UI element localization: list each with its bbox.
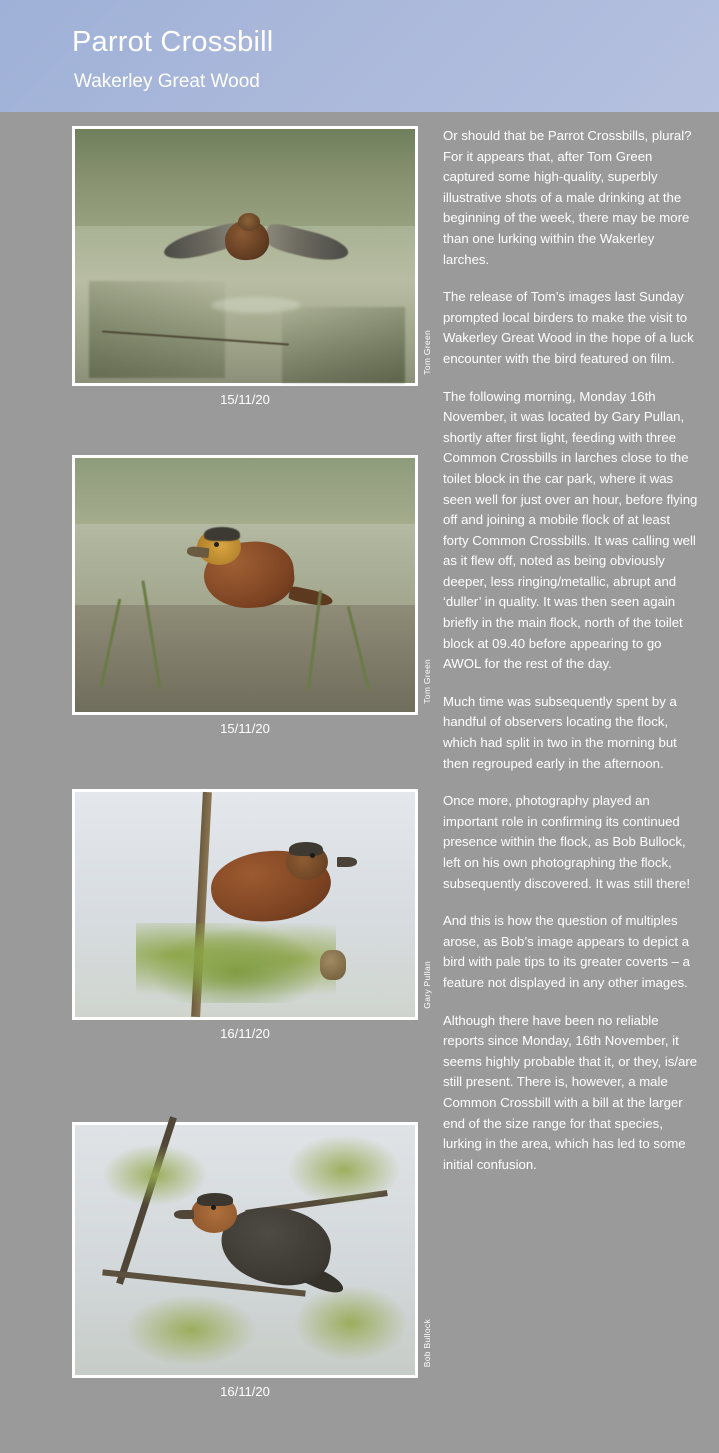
photo2-background [75,458,415,534]
photo-block-1 [72,126,432,407]
photo4-larch-needles [116,1290,266,1370]
photo2-ground [75,605,415,712]
photo2-bird-crown [204,527,240,541]
photo-block-4 [72,1122,432,1399]
photo-block-2 [72,455,432,736]
photo-credit: Gary Pullan [422,961,432,1009]
photo-caption: 15/11/20 [220,392,270,407]
photo1-grass-left [89,281,225,378]
article-paragraph: The release of Tom’s images last Sunday prompted local birders to make the visit to Wakerley Great Wood in the hope of a luck encounter with the bird featured on film. [443,289,694,366]
article-paragraph: And this is how the question of multiples arose, as Bob’s image appears to depict a bird with pale tips to its greater coverts – a feature not displayed in any other images. [443,913,691,990]
photo4-bird-crown [197,1193,233,1206]
photo-parrot-crossbill-drinking [72,126,432,386]
photo-parrot-crossbill-on-bank [72,455,432,715]
photo3-bird-crown [289,842,323,856]
article-paragraph: The following morning, Monday 16th November, it was located by Gary Pullan, shortly after first light, feeding with three Common Crossbills in larches close to the toilet block in the car park, where it was seen well for just over an hour, before flying off and joining a mobile flock of at least forty Common Crossbills. It was calling well as it flew off, noted as being obviously deeper, less ringing/metallic, abrupt and ‘duller’ in quality. It was then seen again briefly in the main flock, north of the toilet block at 09.40 before appearing to go AWOL for the rest of the day. [443,388,698,672]
header-band [0,0,719,112]
photo-caption: 16/11/20 [220,1384,270,1399]
photo3-larch-cone [320,950,346,980]
photo3-bird-eye [310,853,315,858]
page-title: Parrot Crossbill [72,26,274,58]
article-paragraph: Once more, photography played an important role in confirming its continued presence within the flock, as Bob Bullock, left on his own photographing the flock, subsequently discovered. It was still there! [443,793,691,891]
photo3-bird-bill [337,857,357,867]
photo-credit: Bob Bullock [422,1318,432,1367]
photo4-larch-needles [279,1130,409,1210]
photo1-grass-right [282,307,404,383]
photo-credit: Tom Green [422,330,432,375]
photo1-splash [211,297,301,313]
article-paragraph: Although there have been no reliable reports since Monday, 16th November, it seems highly probable that it, or they, is/are still present. There is, however, a male Common Crossbill with a bill at the larger end of the size range for that species, lurking in the area, which has led to some initial confusion. [443,1012,698,1172]
photo-caption: 15/11/20 [220,721,270,736]
article-paragraph: Much time was subsequently spent by a handful of observers locating the flock, which had split in two in the morning but then regrouped early in the afternoon. [443,693,677,771]
photo4-bird-eye [211,1205,216,1210]
article-paragraph: Or should that be Parrot Crossbills, plural? For it appears that, after Tom Green captured some high-quality, superbly illustrative shots of a male drinking at the beginning of the week, there may be more than one lurking within the Wakerley larches. [443,128,692,267]
photo4-bird-bill [174,1210,194,1219]
photo-caption: 16/11/20 [220,1026,270,1041]
photo1-bird-head [238,213,260,231]
photo-parrot-crossbill-canopy [72,1122,432,1378]
photo4-larch-needles [286,1280,416,1366]
page-subtitle: Wakerley Great Wood [74,71,260,92]
photo-block-3 [72,789,432,1041]
photo-credit: Tom Green [422,659,432,704]
photo3-larch-needles [136,923,336,1003]
article-text-column [443,126,698,1192]
photo-parrot-crossbill-in-larch [72,789,432,1020]
